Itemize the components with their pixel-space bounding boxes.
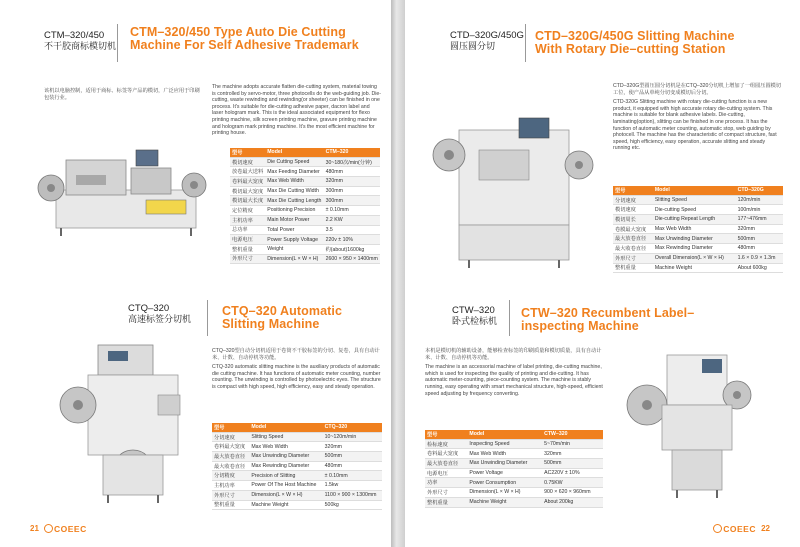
product1-desc-cn: 该机以电脑控制，适用于商标、标签等产品的模切，广泛应用于印刷包装行业。	[44, 88, 200, 101]
product3-model	[450, 30, 524, 52]
product1-divider	[117, 24, 118, 62]
spec-cell: 320mm	[542, 449, 603, 459]
product4-model	[452, 305, 497, 327]
spec-cell: 500mm	[542, 459, 603, 469]
spec-cell: 模切最大长度	[230, 196, 265, 206]
spec-cell: 最大放卷直径	[425, 459, 467, 469]
spec-cell: 1.5kw	[323, 481, 382, 491]
left-logo	[44, 524, 87, 534]
product3-divider	[525, 24, 526, 62]
product1-title	[130, 26, 359, 52]
spec-cell: 177~476mm	[736, 215, 783, 225]
product2-title-line1: CTQ–320 Automatic	[222, 304, 343, 318]
product3-code: CTD–320G/450G	[450, 30, 524, 41]
spec-cell: Power Of The Host Machine	[249, 481, 322, 491]
product4-title-line1: CTW–320 Recumbent Label–	[521, 306, 695, 320]
spec-cell: About 600kg	[736, 263, 783, 273]
product4-desc	[425, 348, 603, 400]
spec-cell: 480mm	[736, 244, 783, 254]
spec-header-cell: Model	[653, 186, 736, 195]
spec-cell: 480mm	[323, 461, 382, 471]
spec-cell: 电源电压	[425, 468, 467, 478]
spec-cell: 30~180次/min(分钟)	[324, 157, 380, 167]
spec-cell: Max Web Width	[265, 177, 323, 187]
spec-cell: 5~70m/min	[542, 439, 603, 449]
left-page-number: 21	[30, 524, 39, 533]
spec-header-cell: CTQ–320	[323, 423, 382, 432]
spec-header-cell: Model	[249, 423, 322, 432]
spec-cell: Max Unwinding Diameter	[467, 459, 542, 469]
spec-cell: 分切精度	[212, 471, 249, 481]
spec-row	[212, 471, 382, 481]
spec-row	[425, 439, 603, 449]
spec-cell: 整机重量	[425, 497, 467, 507]
spec-cell: Precision of Slitting	[249, 471, 322, 481]
product2-desc	[212, 348, 382, 394]
spec-header-cell: 型号	[425, 430, 467, 439]
spec-row	[613, 195, 783, 205]
spec-row	[230, 244, 380, 254]
spec-cell: 功率	[425, 478, 467, 488]
product4-title	[521, 307, 694, 333]
left-page	[0, 0, 391, 547]
product1-title-line1: CTM–320/450 Type Auto Die Cutting	[130, 25, 346, 39]
right-page	[405, 0, 800, 547]
spec-cell: 检标速度	[425, 439, 467, 449]
spec-cell: 约(about)1600kg	[324, 244, 380, 254]
spec-cell: 320mm	[736, 224, 783, 234]
product3-spec-table	[613, 186, 783, 273]
spec-cell: 外形尺寸	[230, 254, 265, 264]
spec-cell: 整机重量	[212, 500, 249, 510]
spec-row	[212, 432, 382, 442]
spec-cell: Dimension(L × W × H)	[249, 490, 322, 500]
spec-cell: 模切周长	[613, 215, 653, 225]
product2-code: CTQ–320	[128, 303, 170, 314]
spec-header-row	[613, 186, 783, 195]
spec-cell: 电源电压	[230, 235, 265, 245]
spec-cell: Max Die Cutting Length	[265, 196, 323, 206]
spec-row	[212, 500, 382, 510]
spec-cell: Power Supply Voltage	[265, 235, 323, 245]
spec-cell: Power Consumption	[467, 478, 542, 488]
product1-model	[44, 30, 116, 52]
spec-cell: 外形尺寸	[613, 253, 653, 263]
spec-cell: 主机功率	[230, 215, 265, 225]
spec-row	[230, 177, 380, 187]
product3-title-line2: With Rotary Die–cutting Station	[535, 42, 726, 56]
spec-cell: 最大放卷直径	[212, 452, 249, 462]
spec-cell: 320mm	[323, 442, 382, 452]
product3-photo	[429, 110, 599, 270]
spec-row	[212, 442, 382, 452]
product3-name-cn: 圆压圆分切	[450, 41, 496, 51]
spec-row	[425, 497, 603, 507]
spec-row	[212, 481, 382, 491]
spec-cell: 2.2 KW	[324, 215, 380, 225]
product2-desc-en: CTQ-320 automatic slitting machine is the auxiliary products of automatic die cutting machine. It has functions of automatic meter counting, number counting. The unwinding is controlled by photoelectric eyes. The structure is compact with high speed, high efficiency, easy and steady operation.	[212, 364, 381, 390]
product1-spec-table	[230, 148, 380, 264]
spec-row	[613, 215, 783, 225]
spec-cell: 500kg	[323, 500, 382, 510]
product4-divider	[509, 300, 510, 336]
product4-name-cn: 卧式检标机	[452, 316, 498, 326]
product2-divider	[207, 300, 208, 336]
spec-row	[425, 478, 603, 488]
spec-cell: 模切速度	[230, 157, 265, 167]
spec-cell: Machine Weight	[249, 500, 322, 510]
spec-row	[230, 206, 380, 216]
spec-row	[230, 186, 380, 196]
spec-cell: 主机功率	[212, 481, 249, 491]
spec-row	[613, 234, 783, 244]
product3-desc-en: CTD-320G Slitting machine with rotary die-cutting function is a new product, it equipped with high accurate rotary die-cutting system. This machine is suitable for blank adhesive labels. Die-cutting, laminating(option), slitting can be finished in one process. It has the function of automatic meter counting, automatic stop, web guiding by photocell. The machine has the characteristic of compact structure, fast speed, high efficiency, easy operation, accurate slitting and steady running etc.	[613, 99, 777, 152]
spec-cell: Max Unwinding Diameter	[249, 452, 322, 462]
spec-cell: Max Unwinding Diameter	[653, 234, 736, 244]
spec-row	[212, 490, 382, 500]
spec-cell: 3.5	[324, 225, 380, 235]
spec-cell: 分切速度	[212, 432, 249, 442]
spec-cell: Max Web Width	[467, 449, 542, 459]
product2-title-line2: Slitting Machine	[222, 317, 320, 331]
spec-cell: 220v ± 10%	[324, 235, 380, 245]
spec-row	[230, 225, 380, 235]
spec-cell: Dimension(L × W × H)	[265, 254, 323, 264]
spec-header-cell: 型号	[212, 423, 249, 432]
spec-row	[613, 244, 783, 254]
spec-row	[613, 263, 783, 273]
book-spine	[391, 0, 405, 547]
spec-cell: 整机重量	[230, 244, 265, 254]
spec-cell: Total Power	[265, 225, 323, 235]
spec-cell: AC220V ± 10%	[542, 468, 603, 478]
spec-header-cell: CTM–320	[324, 148, 380, 157]
spec-row	[212, 461, 382, 471]
spec-cell: 整机重量	[613, 263, 653, 273]
spec-row	[212, 452, 382, 462]
spec-row	[425, 488, 603, 498]
logo-mark-icon	[44, 524, 53, 533]
spec-cell: Max Rewinding Diameter	[653, 244, 736, 254]
spec-row	[425, 449, 603, 459]
spec-cell: About 200kg	[542, 497, 603, 507]
spec-cell: 300mm	[324, 186, 380, 196]
spec-cell: Positioning Precision	[265, 206, 323, 216]
spec-cell: 卷膜最大宽度	[613, 224, 653, 234]
spec-cell: Max Web Width	[249, 442, 322, 452]
spec-cell: 10~120m/min	[323, 432, 382, 442]
spec-cell: 模切速度	[613, 205, 653, 215]
spec-row	[230, 215, 380, 225]
product4-code: CTW–320	[452, 305, 495, 316]
spec-row	[230, 254, 380, 264]
product2-name-cn: 高速标签分切机	[128, 314, 192, 324]
spec-row	[425, 468, 603, 478]
product2-photo	[48, 335, 203, 505]
spec-header-row	[212, 423, 382, 432]
spec-row	[613, 253, 783, 263]
spec-cell: 最大收卷直径	[613, 244, 653, 254]
product2-spec-table	[212, 423, 382, 510]
spec-cell: 卷料最大宽度	[212, 442, 249, 452]
spec-cell: 外形尺寸	[425, 488, 467, 498]
right-page-number: 22	[761, 524, 770, 533]
spec-cell: 100m/min	[736, 205, 783, 215]
spec-cell: 最大收卷直径	[212, 461, 249, 471]
spec-cell: 300mm	[324, 196, 380, 206]
spec-row	[230, 235, 380, 245]
spec-row	[425, 459, 603, 469]
spec-cell: 900 × 620 × 960mm	[542, 488, 603, 498]
spec-row	[230, 167, 380, 177]
product1-photo	[36, 140, 211, 240]
spec-cell: 0.75KW	[542, 478, 603, 488]
spec-cell: 480mm	[324, 167, 380, 177]
spec-cell: 1.6 × 0.9 × 1.3m	[736, 253, 783, 263]
product4-photo	[617, 345, 767, 500]
spec-cell: 卷料最大宽度	[425, 449, 467, 459]
product2-desc-cn: CTQ–320型自动分切机适用于卷筒不干胶标签的分切、复卷，具有自动计米、计数、自动停机等功能。	[212, 348, 380, 361]
spec-cell: 1100 × 900 × 1300mm	[323, 490, 382, 500]
spec-header-cell: 型号	[230, 148, 265, 157]
spec-cell: 卷料最大宽度	[230, 177, 265, 187]
spec-header-cell: Model	[265, 148, 323, 157]
spec-cell: 320mm	[324, 177, 380, 187]
right-logo	[713, 524, 756, 534]
left-logo-text: COEEC	[54, 524, 87, 534]
spec-cell: Inspecting Speed	[467, 439, 542, 449]
spec-cell: Max Die Cutting Width	[265, 186, 323, 196]
spec-cell: Max Feeding Diameter	[265, 167, 323, 177]
spec-cell: Slitting Speed	[653, 195, 736, 205]
spec-row	[613, 224, 783, 234]
spec-header-cell: CTD–320G	[736, 186, 783, 195]
spec-cell: ± 0.10mm	[323, 471, 382, 481]
spec-header-cell: Model	[467, 430, 542, 439]
product2-title	[222, 305, 342, 331]
product3-desc	[613, 83, 783, 155]
spec-header-cell: 型号	[613, 186, 653, 195]
product3-title	[535, 30, 735, 56]
spec-cell: 分切速度	[613, 195, 653, 205]
spec-cell: Die-cutting Repeat Length	[653, 215, 736, 225]
product4-desc-en: The machine is an accessorial machine of label printing, die-cutting machine, which is used for inspecting the quality of printing and die-cutting. It has automatic meter-counting, piece-counting system. The machine is stably running, easy operating with smart mechanical structure, high-speed, efficient speed adjusting by frequency converting.	[425, 364, 603, 397]
spec-cell: 500mm	[323, 452, 382, 462]
spec-cell: Max Web Width	[653, 224, 736, 234]
product3-desc-cn: CTD–320G型圆压圆分切机是在CTQ–320分切机上增加了一组圆压圆模切工位，使产品从单纯分切变成模切后分切。	[613, 83, 782, 96]
spec-cell: Slitting Speed	[249, 432, 322, 442]
spec-cell: Die-cutting Speed	[653, 205, 736, 215]
spec-cell: 总功率	[230, 225, 265, 235]
right-logo-text: COEEC	[723, 524, 756, 534]
spec-row	[230, 196, 380, 206]
spec-cell: 最大放卷直径	[613, 234, 653, 244]
spec-header-cell: CTW–320	[542, 430, 603, 439]
product3-title-line1: CTD–320G/450G Slitting Machine	[535, 29, 735, 43]
spec-cell: 2600 × 950 × 1400mm	[324, 254, 380, 264]
logo-mark-icon	[713, 524, 722, 533]
spec-cell: Dimension(L × W × H)	[467, 488, 542, 498]
product1-desc-en: The machine adopts accurate flatten die-cutting system, material towing is controlled by servo-motor, three photocells do the web-guiding job. Die-cutting, waste rewinding and rewinding(or sheeter) can be finished in one process. It's suitable for die-cutting adhesive paper, dacron label and laser hologram mark. This is the ideal associated equipment for flexo printing machine, silk screen printing machine, gravure printing machine and hologram mark printing machine. It's the most efficient machine for printing house.	[212, 84, 381, 137]
spec-cell: Weight	[265, 244, 323, 254]
product4-title-line2: inspecting Machine	[521, 319, 639, 333]
spec-cell: Overall Dimension(L × W × H)	[653, 253, 736, 263]
spec-cell: Machine Weight	[467, 497, 542, 507]
product4-spec-table	[425, 430, 603, 508]
spec-cell: Power Voltage	[467, 468, 542, 478]
product2-model	[128, 303, 191, 325]
product1-code: CTM–320/450	[44, 30, 105, 41]
spec-header-row	[425, 430, 603, 439]
spec-cell: Max Rewinding Diameter	[249, 461, 322, 471]
spec-cell: 500mm	[736, 234, 783, 244]
spec-cell: 放卷最大送料	[230, 167, 265, 177]
spec-cell: Die Cutting Speed	[265, 157, 323, 167]
spec-cell: Main Motor Power	[265, 215, 323, 225]
product4-desc-cn: 本机是模切机的辅助设备，能够检查标签的印刷质量和模切质量，具有自动计米、计数、自动停机等功能。	[425, 348, 602, 361]
spec-cell: ± 0.10mm	[324, 206, 380, 216]
spec-cell: 定位精度	[230, 206, 265, 216]
spec-header-row	[230, 148, 380, 157]
product1-name-cn: 不干胶商标模切机	[44, 41, 117, 51]
spec-cell: 外形尺寸	[212, 490, 249, 500]
product1-title-line2: Machine For Self Adhesive Trademark	[130, 38, 359, 52]
spec-row	[613, 205, 783, 215]
spec-cell: 模切最大宽度	[230, 186, 265, 196]
spec-row	[230, 157, 380, 167]
spec-cell: Machine Weight	[653, 263, 736, 273]
spec-cell: 120m/min	[736, 195, 783, 205]
